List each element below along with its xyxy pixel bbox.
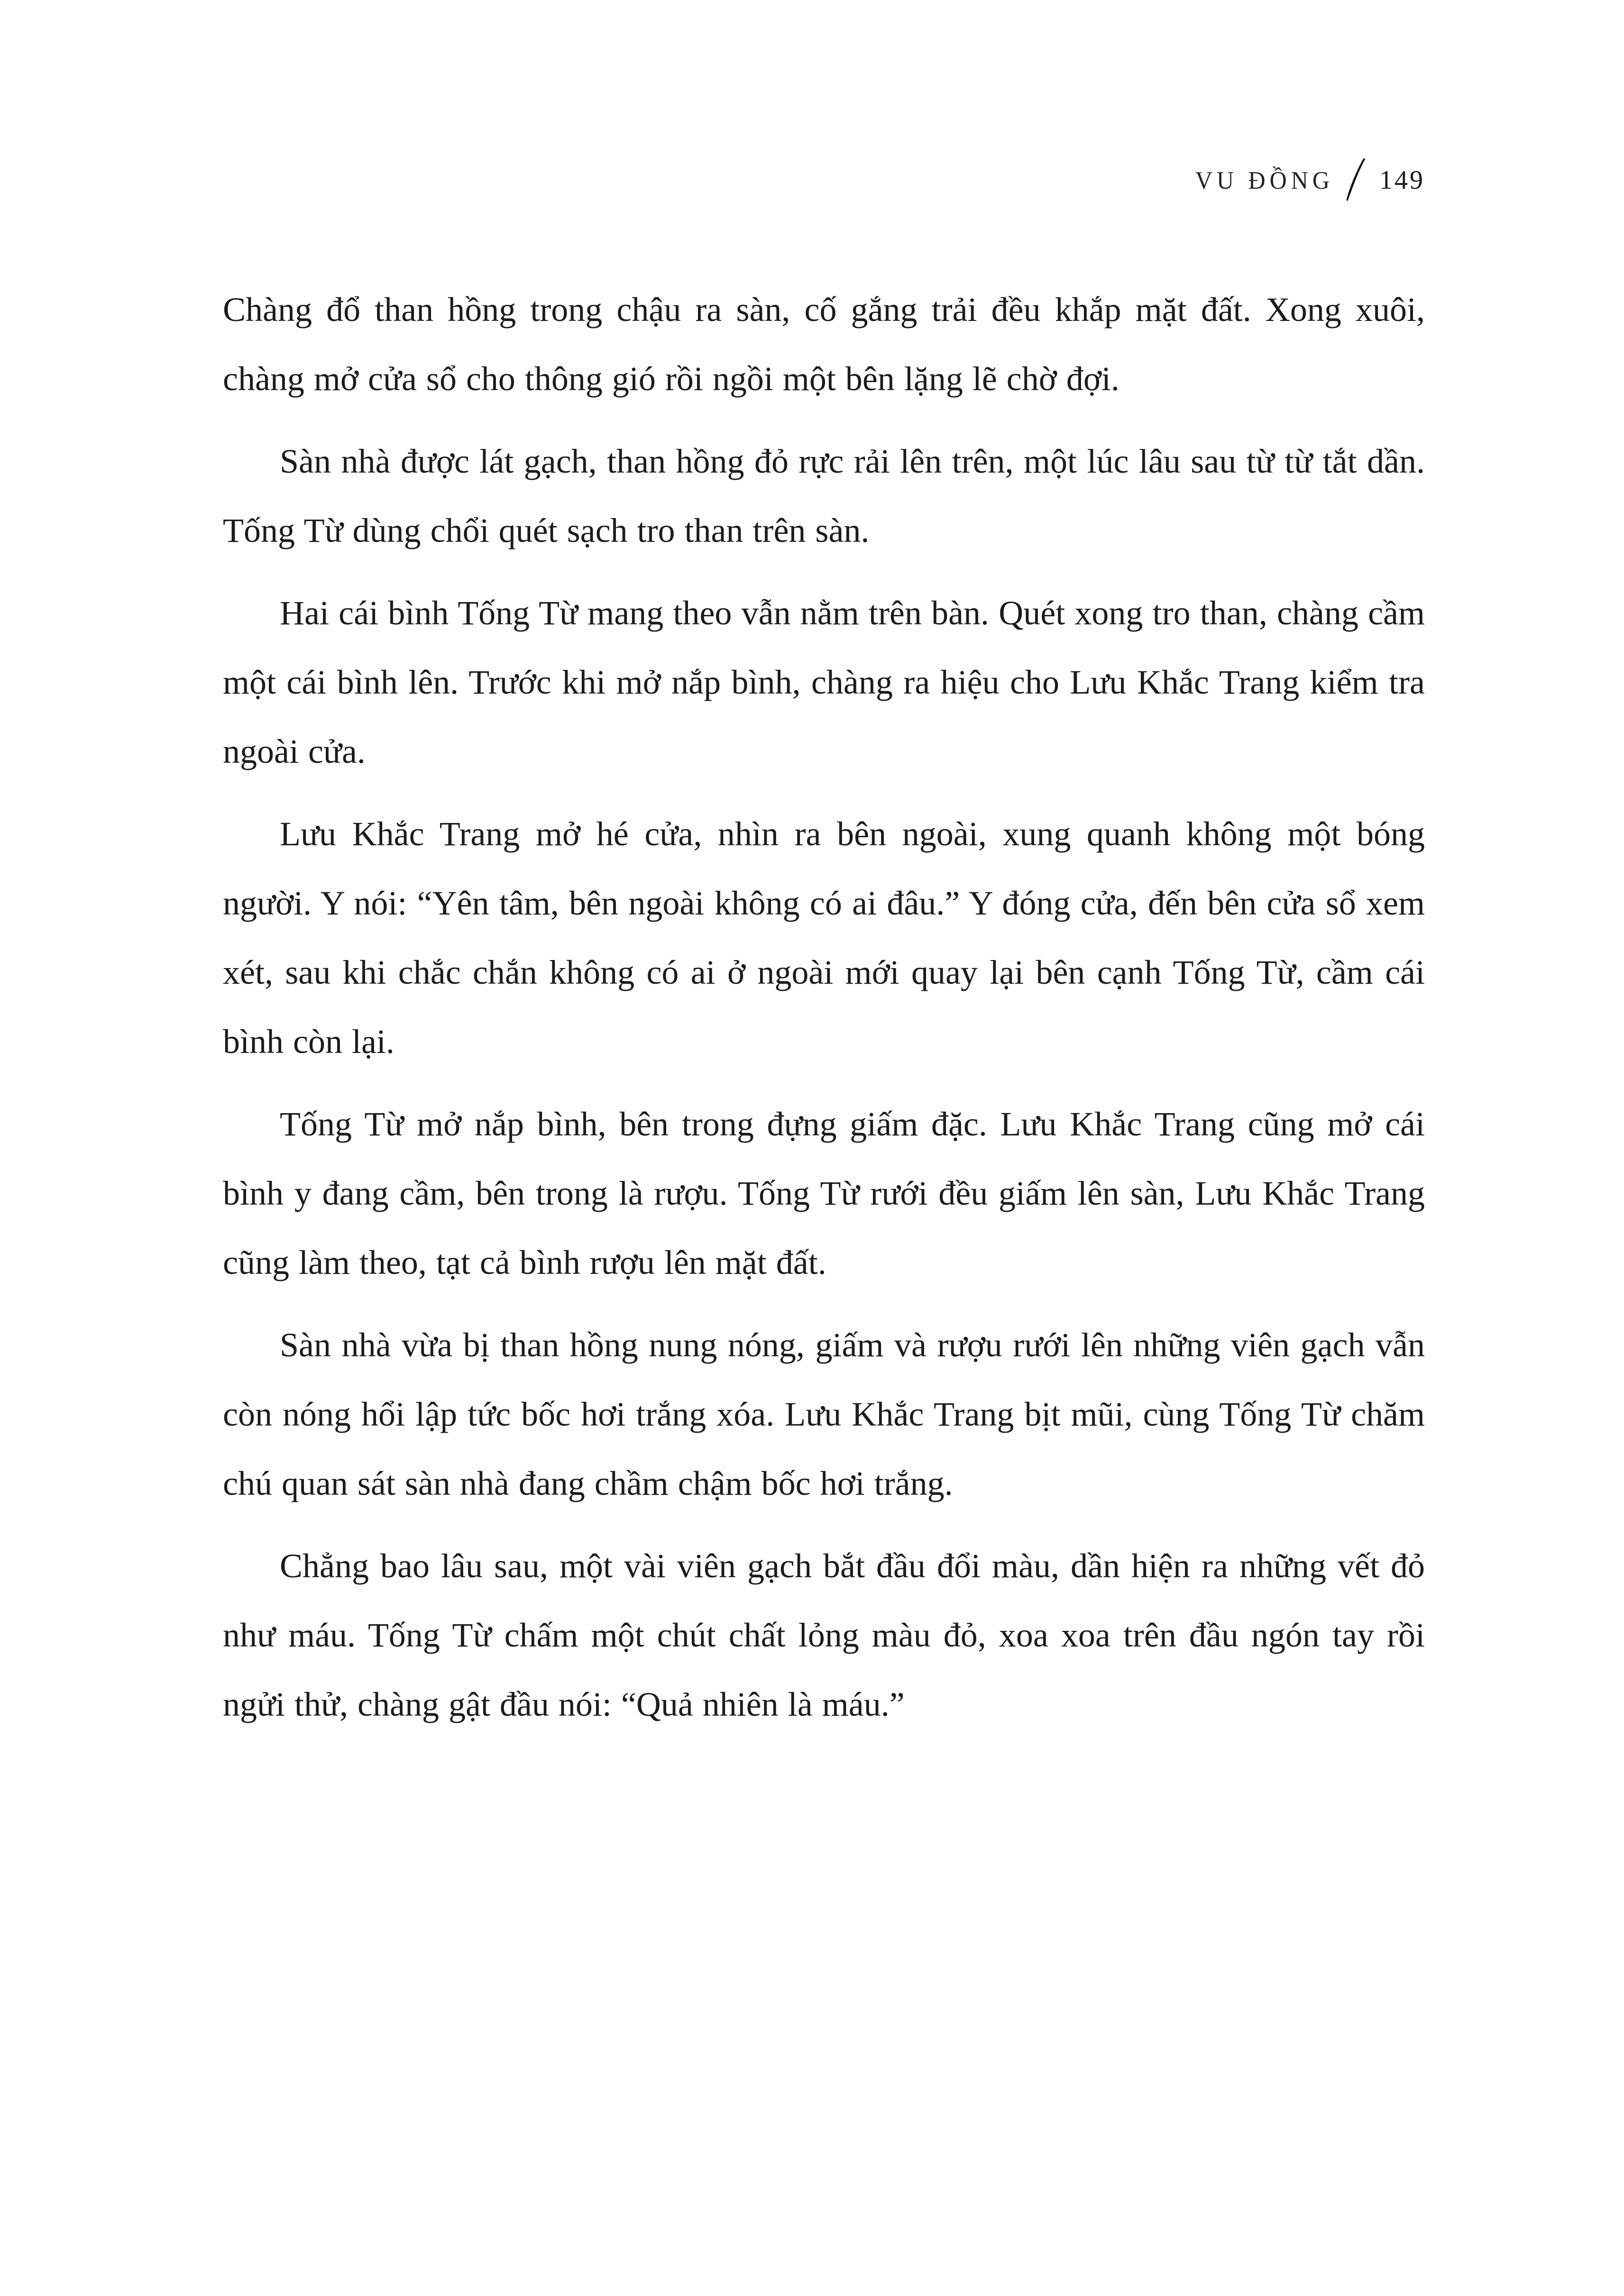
running-header — [223, 156, 1425, 204]
paragraph-3: Hai cái bình Tống Từ mang theo vẫn nằm trên bàn. Quét xong tro than, chàng cầm một cái bình lên. Trước khi mở nắp bình, chàng ra hiệu cho Lưu Khắc Trang kiểm tra ngoài cửa. — [223, 594, 1425, 770]
paragraph-1: Chàng đổ than hồng trong chậu ra sàn, cố gắng trải đều khắp mặt đất. Xong xuôi, chàng mở cửa sổ cho thông gió rồi ngồi một bên lặng lẽ chờ đợi. — [223, 291, 1425, 398]
paragraph-2: Sàn nhà được lát gạch, than hồng đỏ rực rải lên trên, một lúc lâu sau từ từ tắt dần. Tống Từ dùng chổi quét sạch tro than trên sàn. — [223, 442, 1425, 549]
paragraph-5: Tống Từ mở nắp bình, bên trong đựng giấm đặc. Lưu Khắc Trang cũng mở cái bình y đang cầm, bên trong là rượu. Tống Từ rưới đều giấm lên sàn, Lưu Khắc Trang cũng làm theo, tạt cả bình rượu lên mặt đất. — [223, 1105, 1425, 1281]
page-body — [223, 275, 1425, 1739]
brush-slash-icon — [1346, 158, 1367, 202]
paragraph-4: Lưu Khắc Trang mở hé cửa, nhìn ra bên ngoài, xung quanh không một bóng người. Y nói: “Yên tâm, bên ngoài không có ai đâu.” Y đóng cửa, đến bên cửa sổ xem xét, sau khi chắc chắn không có ai ở ngoài mới quay lại bên cạnh Tống Từ, cầm cái bình còn lại. — [223, 815, 1425, 1061]
paragraph-7: Chẳng bao lâu sau, một vài viên gạch bắt đầu đổi màu, dần hiện ra những vết đỏ như máu. Tống Từ chấm một chút chất lỏng màu đỏ, xoa xoa trên đầu ngón tay rồi ngửi thử, chàng gật đầu nói: “Quả nhiên là máu.” — [223, 1547, 1425, 1723]
running-head-title: VU ĐỒNG — [1195, 166, 1334, 194]
paragraph-6: Sàn nhà vừa bị than hồng nung nóng, giấm và rượu rưới lên những viên gạch vẫn còn nóng hổi lập tức bốc hơi trắng xóa. Lưu Khắc Trang bịt mũi, cùng Tống Từ chăm chú quan sát sàn nhà đang chầm chậm bốc hơi trắng. — [223, 1326, 1425, 1502]
page-number: 149 — [1379, 165, 1425, 195]
